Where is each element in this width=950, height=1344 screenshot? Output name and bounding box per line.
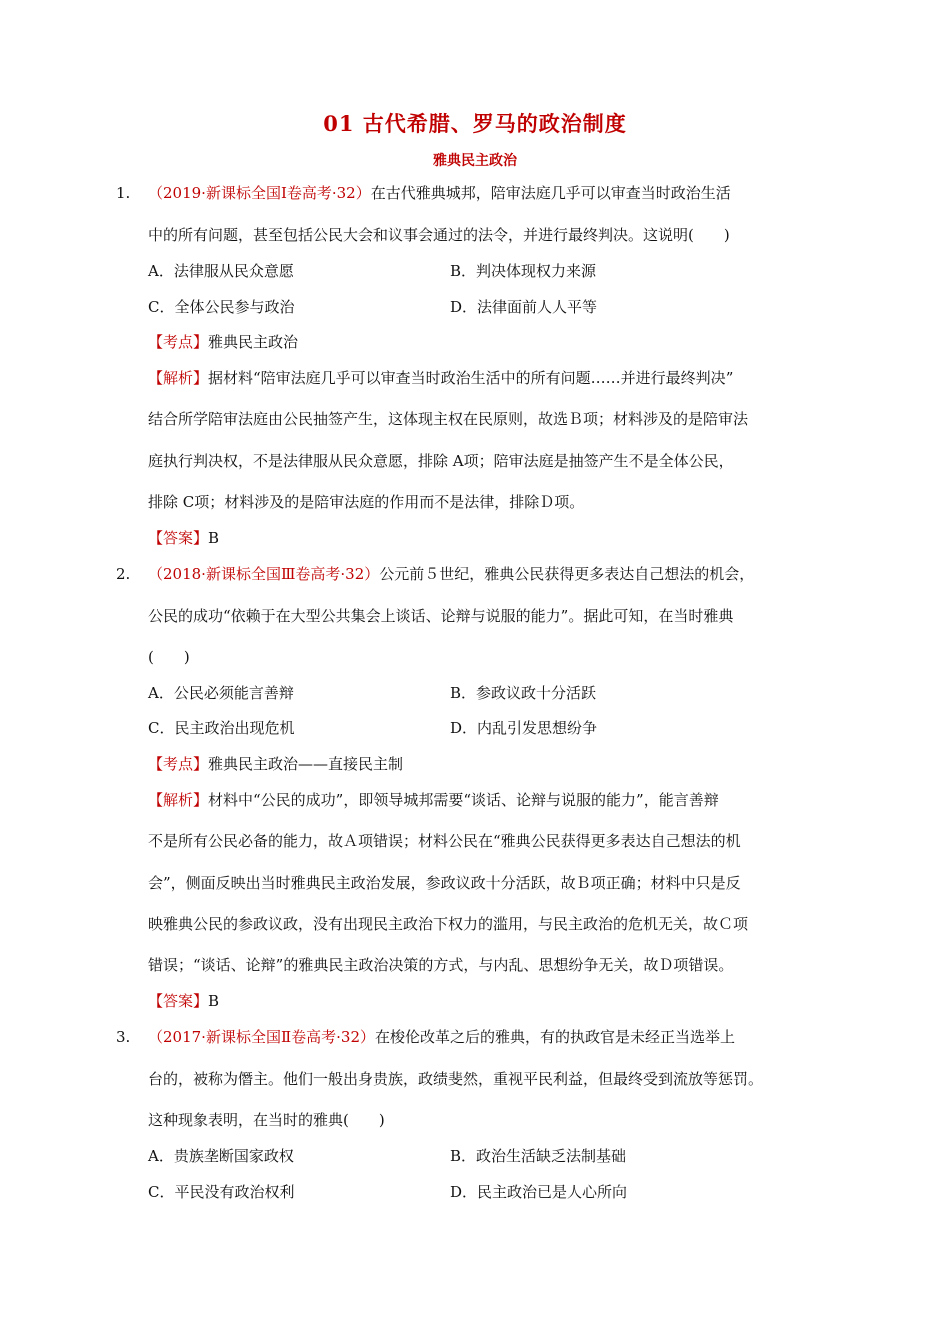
jiexi-line: 【解析】据材料“陪审法庭几乎可以审查当时政治生活中的所有问题……并进行最终判决” bbox=[148, 369, 734, 387]
kaodian-tag: 【考点】 bbox=[148, 333, 209, 351]
question-number: 2. bbox=[116, 565, 131, 583]
question-stem-line: 这种现象表明，在当时的雅典( ) bbox=[148, 1111, 385, 1129]
section-subtitle: 雅典民主政治 bbox=[433, 153, 517, 169]
question-stem-line: （2019·新课标全国Ⅰ卷高考·32）在古代雅典城邦，陪审法庭几乎可以审查当时政治生活 bbox=[148, 184, 731, 202]
answer-line: 【答案】B bbox=[148, 992, 220, 1010]
answer-tag: 【答案】 bbox=[148, 992, 209, 1010]
option-a: A．公民必须能言善辩 bbox=[148, 684, 294, 702]
kaodian-tag: 【考点】 bbox=[148, 755, 209, 773]
option-d: D．民主政治已是人心所向 bbox=[450, 1183, 628, 1201]
question-source: （2018·新课标全国Ⅲ卷高考·32） bbox=[148, 565, 380, 583]
question-stem-line: ( ) bbox=[148, 648, 190, 666]
question-source: （2019·新课标全国Ⅰ卷高考·32） bbox=[148, 184, 371, 202]
question-stem-line: 中的所有问题，甚至包括公民大会和议事会通过的法令，并进行最终判决。这说明( ) bbox=[148, 226, 730, 244]
option-b: B．参政议政十分活跃 bbox=[450, 684, 597, 702]
question-number: 1. bbox=[116, 184, 131, 202]
option-d: D．内乱引发思想纷争 bbox=[450, 719, 598, 737]
jiexi-line: 庭执行判决权，不是法律服从民众意愿，排除 A项；陪审法庭是抽签产生不是全体公民， bbox=[148, 452, 734, 470]
page-title: 01 古代希腊、罗马的政治制度 bbox=[323, 111, 627, 136]
question-stem-line: （2017·新课标全国Ⅱ卷高考·32）在梭伦改革之后的雅典，有的执政官是未经正当选举上 bbox=[148, 1028, 736, 1046]
answer-line: 【答案】B bbox=[148, 529, 220, 547]
question-number: 3. bbox=[116, 1028, 131, 1046]
jiexi-line: 会”，侧面反映出当时雅典民主政治发展，参政议政十分活跃，故Ｂ项正确；材料中只是反 bbox=[148, 874, 741, 892]
question-stem-line: 公民的成功“依赖于在大型公共集会上谈话、论辩与说服的能力”。据此可知，在当时雅典 bbox=[148, 607, 734, 625]
answer-tag: 【答案】 bbox=[148, 529, 209, 547]
option-b: B．判决体现权力来源 bbox=[450, 262, 597, 280]
question-source: （2017·新课标全国Ⅱ卷高考·32） bbox=[148, 1028, 375, 1046]
kaodian-line: 【考点】雅典民主政治——直接民主制 bbox=[148, 755, 404, 773]
option-c: C．民主政治出现危机 bbox=[148, 719, 295, 737]
option-d: D．法律面前人人平等 bbox=[450, 298, 598, 316]
kaodian-line: 【考点】雅典民主政治 bbox=[148, 333, 299, 351]
jiexi-line: 不是所有公民必备的能力，故Ａ项错误；材料公民在“雅典公民获得更多表达自己想法的机 bbox=[148, 832, 741, 850]
jiexi-tag: 【解析】 bbox=[148, 791, 209, 809]
question-stem-line: 台的，被称为僭主。他们一般出身贵族，政绩斐然，重视平民利益，但最终受到流放等惩罚。 bbox=[148, 1070, 764, 1088]
option-a: A．贵族垄断国家政权 bbox=[148, 1147, 294, 1165]
option-a: A．法律服从民众意愿 bbox=[148, 262, 294, 280]
jiexi-line: 排除 C项；材料涉及的是陪审法庭的作用而不是法律，排除Ｄ项。 bbox=[148, 493, 585, 511]
jiexi-line: 映雅典公民的参政议政，没有出现民主政治下权力的滥用，与民主政治的危机无关，故Ｃ项 bbox=[148, 915, 749, 933]
jiexi-line: 【解析】材料中“公民的成功”，即领导城邦需要“谈话、论辩与说服的能力”，能言善辩 bbox=[148, 791, 719, 809]
jiexi-line: 结合所学陪审法庭由公民抽签产生，这体现主权在民原则，故选Ｂ项；材料涉及的是陪审法 bbox=[148, 410, 749, 428]
option-c: C．平民没有政治权利 bbox=[148, 1183, 295, 1201]
question-stem-line: （2018·新课标全国Ⅲ卷高考·32）公元前５世纪，雅典公民获得更多表达自己想法的机会， bbox=[148, 565, 755, 583]
option-b: B．政治生活缺乏法制基础 bbox=[450, 1147, 627, 1165]
jiexi-line: 错误；“谈话、论辩”的雅典民主政治决策的方式，与内乱、思想纷争无关，故Ｄ项错误。 bbox=[148, 956, 734, 974]
jiexi-tag: 【解析】 bbox=[148, 369, 209, 387]
option-c: C．全体公民参与政治 bbox=[148, 298, 295, 316]
